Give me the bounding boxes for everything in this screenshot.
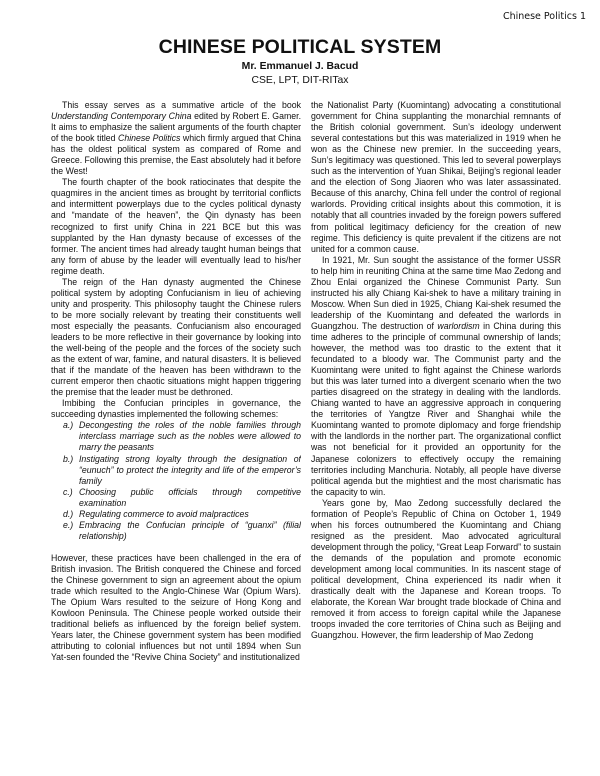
left-column xyxy=(51,100,301,770)
paragraph: the Nationalist Party (Kuomintang) advocating a constitutional government for China supplanting the monarchial remnants of the British colonial government. Sun’s ideology underwent several contestations but this was materialized in 1919 when he won as the Chinese new premier. In the succeeding years, Sun’s legitimacy was questioned. This led to several powerplays such as the intervention of Yuan Shikai, Beijing’s regional leader and the election of Song Jiaoren who was later assassinated. Because of this anarchy, China fell under the control of regional warlords. Providing critical insights about this commotion, it is notably that all countries invaded by the foreign powers suffered from political legitimacy deficiency for the creation of new regime. This deficiency is quite prevalent if the citizens are not united for a common cause. xyxy=(311,100,561,254)
author-credentials: CSE, LPT, DIT-RITax xyxy=(251,75,349,86)
author-name: Mr. Emmanuel J. Bacud xyxy=(241,61,359,72)
running-header: Chinese Politics 1 xyxy=(502,11,586,22)
paragraph: Imbibing the Confucian principles in governance, the succeeding dynasties implemented the following schemes: xyxy=(51,398,301,420)
list-item: d.) Regulating commerce to avoid malpractices xyxy=(63,508,249,519)
schemes-list xyxy=(51,420,301,542)
paragraph: The reign of the Han dynasty augmented the Chinese political system by adopting Confucianism in lieu of achieving unity and prosperity. This philosophy taught the Chinese rulers to be more socially relevant by treating their constituents well most especially the peasants. Confucianism also encouraged leaders to be more reflective in their governance by looking into the well-being of the people and the forces of the society such as the extent of war, famine, and natural disasters. It is believed that if the mandate of the heaven has been withdrawn to the current emperor then chaotic situations might happen triggering the premise that the leader must be dethroned. xyxy=(51,276,301,398)
list-item: c.) Choosing public officials through competitive examination xyxy=(63,486,301,508)
paragraph: Years gone by, Mao Zedong successfully declared the formation of People’s Republic of China on October 1, 1949 when his forces outnumbered the Kuomintang and Chiang resigned as the president. Mao advocated agricultural development through the policy, “Great Leap Forward” to sustain the demands of the population and promote economic development among local communities. In its nascent stage of political development, China experienced its nadir when it drastically dealt with the Japanese and Korean troops. To elaborate, the Korean War brought trade blockade of China and removed it from access to foreign capital while the Japanese troops invaded the core territories of China such as Beijing and Guangzhou. However, the firm leadership of Mao Zedong xyxy=(311,497,561,641)
emphasis: warlordism xyxy=(437,320,480,331)
chapter-title: Chinese Politics xyxy=(118,133,181,144)
right-column xyxy=(311,100,561,770)
document-title: CHINESE POLITICAL SYSTEM xyxy=(158,36,442,58)
paragraph: This essay serves as a summative article of the book Understanding Contemporary China edited by Robert E. Gamer. It aims to emphasize the salient arguments of the fourth chapter of the book titled Chinese Politics which firmly argued that China has the oldest political system as compared of Rome and Greece. Following this premise, the East absolutely had it before the West! xyxy=(51,100,301,177)
list-item: a.) Decongesting the roles of the noble families through interclass marriage such as the nobles were allowed to marry the peasants xyxy=(63,420,301,453)
paragraph: In 1921, Mr. Sun sought the assistance of the former USSR to help him in reuniting China at the same time Mao Zedong and Zhou Enlai organized the Chinese Communist Party. Sun instructed his ally Chiang Kai-shek to have a military training in Moscow. When Sun died in 1925, Chiang Kai-shek resumed the leadership of the Kuomintang and defeated the warlords in Guangzhou. The destruction of warlordism in China during this time adheres to the principle of communal ownership of lands; however, the method was too drastic to the extent that it fecundated to a bloody war. The Communist party and the Kuomintang were united to fight against the Chinese warlords but this was later turned into a divergent scenario when the two parties disagreed on the strategy in dealing with the landlords. Chiang wanted to have an aggressive approach in conquering the territories of Yangtze River and Shanghai while the Kuomintang wanted to promote diplomacy and forge friendship with the landlords in the norther part. The organizational conflict was not beneficial for it provided an opportunity for the Japanese colonizers to effectively occupy the remaining territories including Manchuria. Notably, all people have diverse political agenda but the mightiest and the most charismatic has the capacity to win. xyxy=(311,254,561,497)
paragraph: However, these practices have been challenged in the era of British invasion. The British conquered the Chinese and forced the Chinese government to sign an agreement about the opium trade which resulted to the Anglo-Chinese War (Opium Wars). The Opium Wars resulted to the seizure of Hong Kong and Kowloon Peninsula. The Chinese people worked outside their traditional beliefs as influenced by the foreign belief system. Years later, the Chinese government system has been modified attributing to colonial influences but not until 1894 when Sun Yat-sen founded the “Revive China Society” and institutionalized xyxy=(51,552,301,663)
book-title: Understanding Contemporary China xyxy=(51,111,192,122)
list-item: b.) Instigating strong loyalty through the designation of “eunuch” to protect the integrity and life of the emperor’s family xyxy=(63,453,301,486)
list-item: e.) Embracing the Confucian principle of “guanxi” (filial relationship) xyxy=(63,519,301,541)
paragraph: The fourth chapter of the book ratiocinates that despite the quagmires in the ancient times as brought by territorial conflicts and intermittent powerplays due to the cycles political dynasty and “mandate of the heaven”, the Qin dynasty has been recognized to first unify China in 221 BCE but this was supplanted by the Han dynasty because of excesses of the former. The ancient times had already taught human beings that any form of abuse by the leader will eventually lead to his/her regime death. xyxy=(51,177,301,276)
